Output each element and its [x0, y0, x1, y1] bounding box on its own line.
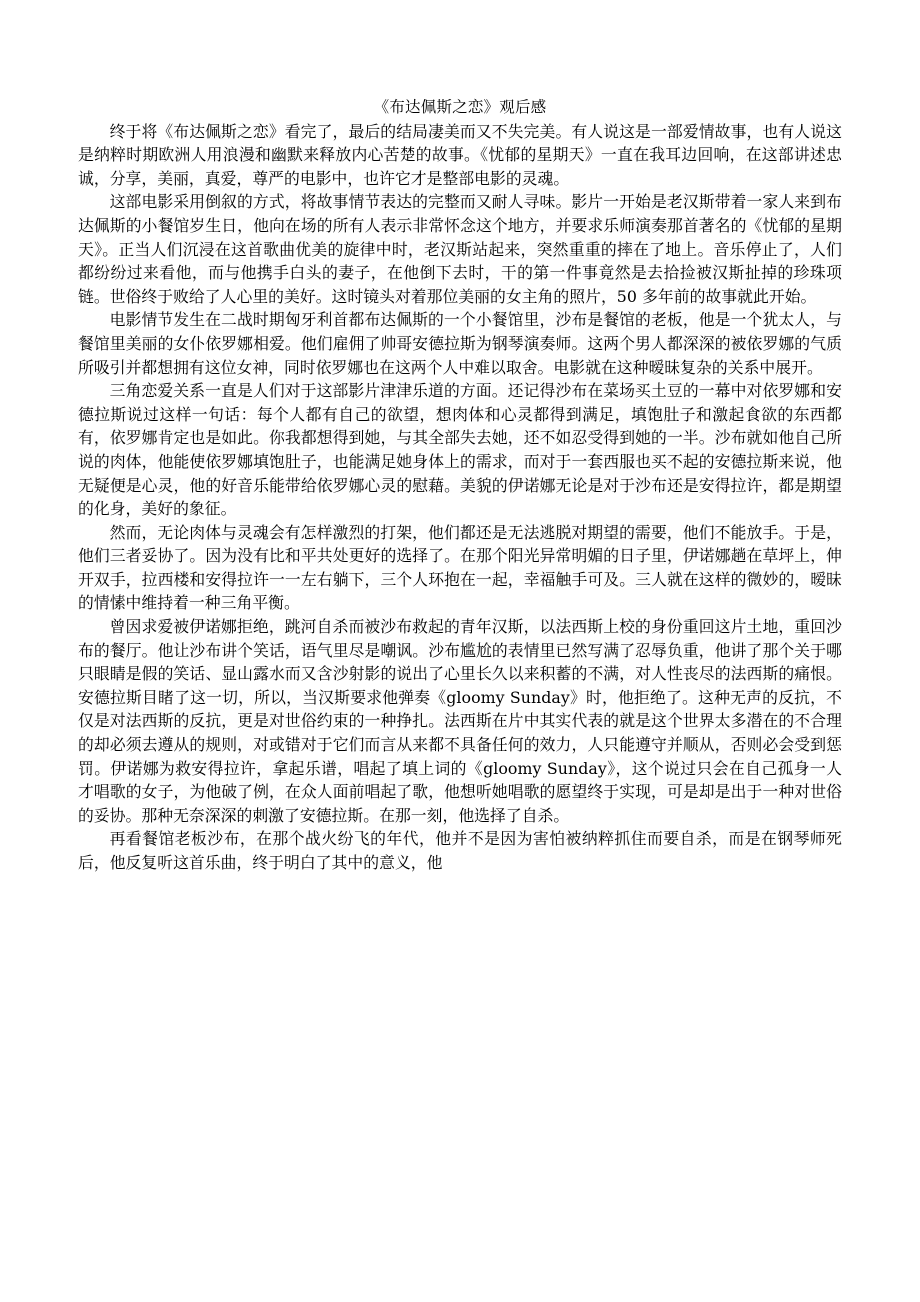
paragraph: 这部电影采用倒叙的方式，将故事情节表达的完整而又耐人寻味。影片一开始是老汉斯带着一家人来到布达佩斯的小餐馆岁生日，他向在场的所有人表示非常怀念这个地方，并要求乐师演奏那首著名的《忧郁的星期天》。正当人们沉浸在这首歌曲优美的旋律中时，老汉斯站起来，突然重重的摔在了地上。音乐停止了，人们都纷纷过来看他，而与他携手白头的妻子，在他倒下去时，干的第一件事竟然是去拾捡被汉斯扯掉的珍珠项链。世俗终于败给了人心里的美好。这时镜头对着那位美丽的女主角的照片，50 多年前的故事就此开始。	[78, 192, 842, 306]
paragraph: 再看餐馆老板沙布，在那个战火纷飞的年代，他并不是因为害怕被纳粹抓住而要自杀，而是在钢琴师死后，他反复听这首乐曲，终于明白了其中的意义，他	[78, 829, 842, 872]
paragraph: 三角恋爱关系一直是人们对于这部影片津津乐道的方面。还记得沙布在菜场买土豆的一幕中对依罗娜和安德拉斯说过这样一句话：每个人都有自己的欲望，想肉体和心灵都得到满足，填饱肚子和激起食欲的东西都有，依罗娜肯定也是如此。你我都想得到她，与其全部失去她，还不如忍受得到她的一半。沙布就如他自己所说的肉体，他能使依罗娜填饱肚子，也能满足她身体上的需求，而对于一套西服也买不起的安德拉斯来说，他无疑便是心灵，他的好音乐能带给依罗娜心灵的慰藉。美貌的伊诺娜无论是对于沙布还是安得拉许，都是期望的化身，美好的象征。	[78, 381, 842, 519]
paragraph: 终于将《布达佩斯之恋》看完了，最后的结局凄美而又不失完美。有人说这是一部爱情故事，也有人说这是纳粹时期欧洲人用浪漫和幽默来释放内心苦楚的故事。《忧郁的星期天》一直在我耳边回响，在这部讲述忠诚，分享，美丽，真爱，尊严的电影中，也许它才是整部电影的灵魂。	[78, 121, 842, 188]
document-title: 《布达佩斯之恋》观后感	[373, 98, 547, 116]
document-body	[78, 96, 842, 875]
paragraph: 曾因求爱被伊诺娜拒绝，跳河自杀而被沙布救起的青年汉斯，以法西斯上校的身份重回这片土地，重回沙布的餐厅。他让沙布讲个笑话，语气里尽是嘲讽。沙布尴尬的表情里已然写满了忍辱负重，他讲了那个关于哪只眼睛是假的笑话、显山露水而又含沙射影的说出了心里长久以来积蓄的不满，对人性丧尽的法西斯的痛恨。安德拉斯目睹了这一切，所以，当汉斯要求他弹奏《gloomy Sunday》时，他拒绝了。这种无声的反抗，不仅是对法西斯的反抗，更是对世俗约束的一种挣扎。法西斯在片中其实代表的就是这个世界太多潜在的不合理的却必须去遵从的规则，对或错对于它们而言从来都不具备任何的效力，人只能遵守并顺从，否则必会受到惩罚。伊诺娜为救安得拉许，拿起乐谱，唱起了填上词的《gloomy Sunday》，这个说过只会在自己孤身一人才唱歌的女子，为他破了例，在众人面前唱起了歌，他想听她唱歌的愿望终于实现，可是却是出于一种对世俗的妥协。那种无奈深深的刺激了安德拉斯。在那一刻，他选择了自杀。	[78, 617, 842, 825]
paragraph: 然而，无论肉体与灵魂会有怎样激烈的打架，他们都还是无法逃脱对期望的需要，他们不能放手。于是，他们三者妥协了。因为没有比和平共处更好的选择了。在那个阳光异常明媚的日子里，伊诺娜趟在草坪上，伸开双手，拉西楼和安得拉许一一左右躺下，三个人环抱在一起，幸福触手可及。三人就在这样的微妙的，暧昧的情愫中维持着一种三角平衡。	[78, 522, 842, 613]
paragraph: 电影情节发生在二战时期匈牙利首都布达佩斯的一个小餐馆里，沙布是餐馆的老板，他是一个犹太人，与餐馆里美丽的女仆依罗娜相爱。他们雇佣了帅哥安德拉斯为钢琴演奏师。这两个男人都深深的被依罗娜的气质所吸引并都想拥有这位女神，同时依罗娜也在这两个人中难以取舍。电影就在这种暧昧复杂的关系中展开。	[78, 310, 842, 377]
